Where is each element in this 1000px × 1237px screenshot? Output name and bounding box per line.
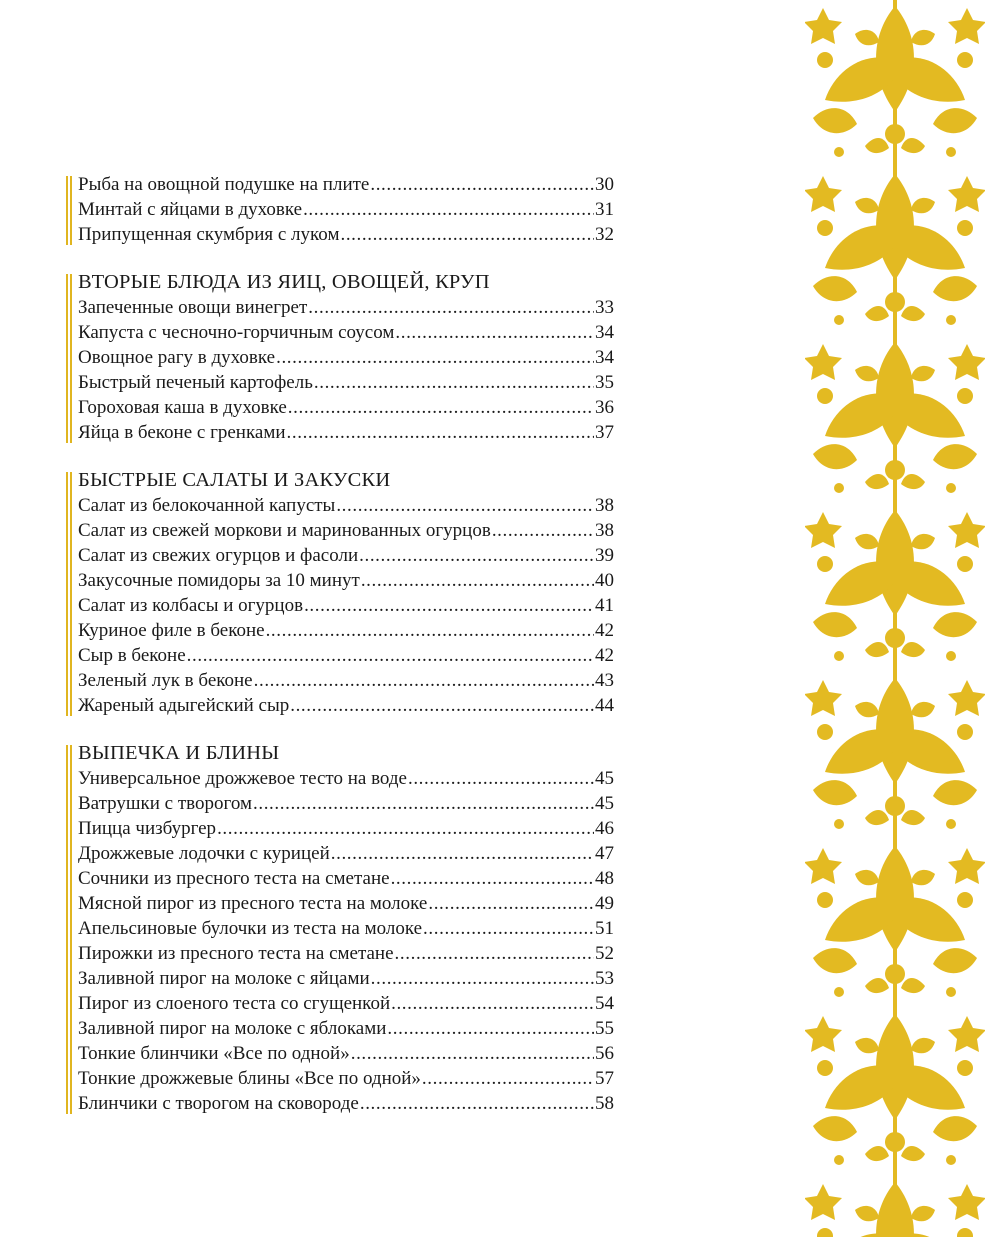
dot-leader xyxy=(304,593,594,618)
toc-entry[interactable] xyxy=(78,941,614,966)
dot-leader xyxy=(361,568,594,593)
entry-title: Капуста с чесночно-горчичным соусом xyxy=(78,322,395,343)
entry-title: Мясной пирог из пресного теста на молоке xyxy=(78,893,428,914)
toc-entry[interactable] xyxy=(78,395,614,420)
entry-title: Заливной пирог на молоке с яйцами xyxy=(78,968,370,989)
entry-page-number: 42 xyxy=(595,645,614,666)
toc-entry[interactable] xyxy=(78,916,614,941)
dot-leader xyxy=(351,1041,594,1066)
section-heading: БЫСТРЫЕ САЛАТЫ И ЗАКУСКИ xyxy=(78,469,391,491)
entry-title: Рыба на овощной подушке на плите xyxy=(78,174,370,195)
dot-leader xyxy=(187,643,594,668)
entry-page-number: 58 xyxy=(595,1093,614,1114)
toc-entry[interactable] xyxy=(78,345,614,370)
toc-entry[interactable] xyxy=(78,593,614,618)
entry-page-number: 41 xyxy=(595,595,614,616)
dot-leader xyxy=(492,518,594,543)
dot-leader xyxy=(359,543,594,568)
dot-leader xyxy=(287,420,594,445)
dot-leader xyxy=(428,891,594,916)
dot-leader xyxy=(303,197,594,222)
entry-title: Яйца в беконе с гренками xyxy=(78,422,286,443)
dot-leader xyxy=(308,295,594,320)
entry-page-number: 51 xyxy=(595,918,614,939)
entry-page-number: 54 xyxy=(595,993,614,1014)
entry-page-number: 30 xyxy=(595,174,614,195)
dot-leader xyxy=(371,966,594,991)
ornament-motif xyxy=(805,672,985,842)
toc-entry[interactable] xyxy=(78,866,614,891)
entry-page-number: 32 xyxy=(595,224,614,245)
entry-title: Дрожжевые лодочки с курицей xyxy=(78,843,330,864)
entry-page-number: 52 xyxy=(595,943,614,964)
dot-leader xyxy=(391,866,594,891)
entry-title: Блинчики с творогом на сковороде xyxy=(78,1093,359,1114)
dot-leader xyxy=(422,1066,594,1091)
entry-title: Пирог из слоеного теста со сгущенкой xyxy=(78,993,391,1014)
entry-page-number: 40 xyxy=(595,570,614,591)
ornament-motif xyxy=(805,168,985,338)
dot-leader xyxy=(217,816,594,841)
dot-leader xyxy=(336,493,594,518)
section-heading: ВТОРЫЕ БЛЮДА ИЗ ЯИЦ, ОВОЩЕЙ, КРУП xyxy=(78,271,490,293)
toc-entry[interactable] xyxy=(78,816,614,841)
entry-page-number: 47 xyxy=(595,843,614,864)
dot-leader xyxy=(290,693,594,718)
toc-entry[interactable] xyxy=(78,891,614,916)
entry-title: Салат из белокочанной капусты xyxy=(78,495,336,516)
toc-section xyxy=(66,468,614,718)
entry-title: Тонкие дрожжевые блины «Все по одной» xyxy=(78,1068,421,1089)
toc-entry[interactable] xyxy=(78,370,614,395)
toc-entry[interactable] xyxy=(78,693,614,718)
entry-page-number: 33 xyxy=(595,297,614,318)
entry-title: Запеченные овощи винегрет xyxy=(78,297,308,318)
entry-title: Закусочные помидоры за 10 минут xyxy=(78,570,360,591)
entry-page-number: 31 xyxy=(595,199,614,220)
entry-title: Салат из свежей моркови и маринованных огурцов xyxy=(78,520,491,541)
entry-title: Пицца чизбургер xyxy=(78,818,217,839)
dot-leader xyxy=(340,222,594,247)
toc-entry[interactable] xyxy=(78,1041,614,1066)
entry-title: Сыр в беконе xyxy=(78,645,186,666)
toc-entry[interactable] xyxy=(78,966,614,991)
toc-entry[interactable] xyxy=(78,197,614,222)
dot-leader xyxy=(253,791,594,816)
entry-title: Салат из свежих огурцов и фасоли xyxy=(78,545,359,566)
dot-leader xyxy=(266,618,594,643)
entry-page-number: 43 xyxy=(595,670,614,691)
toc-entry[interactable] xyxy=(78,320,614,345)
entry-title: Минтай с яйцами в духовке xyxy=(78,199,303,220)
ornament-motif xyxy=(805,504,985,674)
entry-page-number: 48 xyxy=(595,868,614,889)
toc-section xyxy=(66,172,614,247)
dot-leader xyxy=(360,1091,594,1116)
toc-entry[interactable] xyxy=(78,643,614,668)
entry-title: Куриное филе в беконе xyxy=(78,620,265,641)
entry-page-number: 38 xyxy=(595,495,614,516)
ornament-motif xyxy=(805,840,985,1010)
entry-page-number: 55 xyxy=(595,1018,614,1039)
ornament-motif xyxy=(805,1176,985,1237)
toc-entry[interactable] xyxy=(78,841,614,866)
dot-leader xyxy=(387,1016,594,1041)
dot-leader xyxy=(331,841,594,866)
dot-leader xyxy=(314,370,594,395)
entry-title: Овощное рагу в духовке xyxy=(78,347,276,368)
entry-page-number: 34 xyxy=(595,347,614,368)
section-heading: ВЫПЕЧКА И БЛИНЫ xyxy=(78,742,280,764)
toc-entry[interactable] xyxy=(78,518,614,543)
dot-leader xyxy=(391,991,594,1016)
entry-title: Жареный адыгейский сыр xyxy=(78,695,290,716)
ornament-motif xyxy=(805,336,985,506)
dot-leader xyxy=(254,668,594,693)
entry-title: Зеленый лук в беконе xyxy=(78,670,253,691)
entry-page-number: 42 xyxy=(595,620,614,641)
entry-title: Универсальное дрожжевое тесто на воде xyxy=(78,768,407,789)
dot-leader xyxy=(395,320,594,345)
toc-entry[interactable] xyxy=(78,668,614,693)
table-of-contents xyxy=(66,172,614,1139)
dot-leader xyxy=(370,172,594,197)
entry-page-number: 35 xyxy=(595,372,614,393)
entry-page-number: 34 xyxy=(595,322,614,343)
toc-entry[interactable] xyxy=(78,991,614,1016)
entry-page-number: 37 xyxy=(595,422,614,443)
dot-leader xyxy=(288,395,594,420)
entry-title: Гороховая каша в духовке xyxy=(78,397,287,418)
toc-entry[interactable] xyxy=(78,1091,614,1116)
toc-entry[interactable] xyxy=(78,493,614,518)
ornament-motif xyxy=(805,0,985,170)
entry-title: Быстрый печеный картофель xyxy=(78,372,313,393)
entry-page-number: 45 xyxy=(595,793,614,814)
entry-title: Припущенная скумбрия с луком xyxy=(78,224,340,245)
toc-entry[interactable] xyxy=(78,1066,614,1091)
toc-entry[interactable] xyxy=(78,791,614,816)
dot-leader xyxy=(395,941,594,966)
toc-section xyxy=(66,741,614,1116)
toc-entry[interactable] xyxy=(78,543,614,568)
entry-title: Сочники из пресного теста на сметане xyxy=(78,868,390,889)
entry-title: Заливной пирог на молоке с яблоками xyxy=(78,1018,387,1039)
dot-leader xyxy=(276,345,594,370)
ornament-motif xyxy=(805,1008,985,1178)
toc-entry[interactable] xyxy=(78,618,614,643)
entry-title: Ватрушки с творогом xyxy=(78,793,252,814)
toc-entry[interactable] xyxy=(78,766,614,791)
entry-page-number: 56 xyxy=(595,1043,614,1064)
dot-leader xyxy=(423,916,594,941)
entry-page-number: 57 xyxy=(595,1068,614,1089)
entry-page-number: 39 xyxy=(595,545,614,566)
toc-entry[interactable] xyxy=(78,420,614,445)
entry-page-number: 36 xyxy=(595,397,614,418)
entry-page-number: 44 xyxy=(595,695,614,716)
toc-entry[interactable] xyxy=(78,172,614,197)
folk-floral-ornament-border xyxy=(805,0,985,1237)
entry-title: Тонкие блинчики «Все по одной» xyxy=(78,1043,350,1064)
entry-page-number: 45 xyxy=(595,768,614,789)
entry-page-number: 38 xyxy=(595,520,614,541)
toc-entry[interactable] xyxy=(78,1016,614,1041)
toc-entry[interactable] xyxy=(78,222,614,247)
entry-page-number: 53 xyxy=(595,968,614,989)
toc-entry[interactable] xyxy=(78,568,614,593)
toc-entry[interactable] xyxy=(78,295,614,320)
entry-title: Апельсиновые булочки из теста на молоке xyxy=(78,918,423,939)
dot-leader xyxy=(408,766,594,791)
entry-title: Салат из колбасы и огурцов xyxy=(78,595,304,616)
entry-page-number: 46 xyxy=(595,818,614,839)
toc-section xyxy=(66,270,614,445)
entry-page-number: 49 xyxy=(595,893,614,914)
entry-title: Пирожки из пресного теста на сметане xyxy=(78,943,394,964)
